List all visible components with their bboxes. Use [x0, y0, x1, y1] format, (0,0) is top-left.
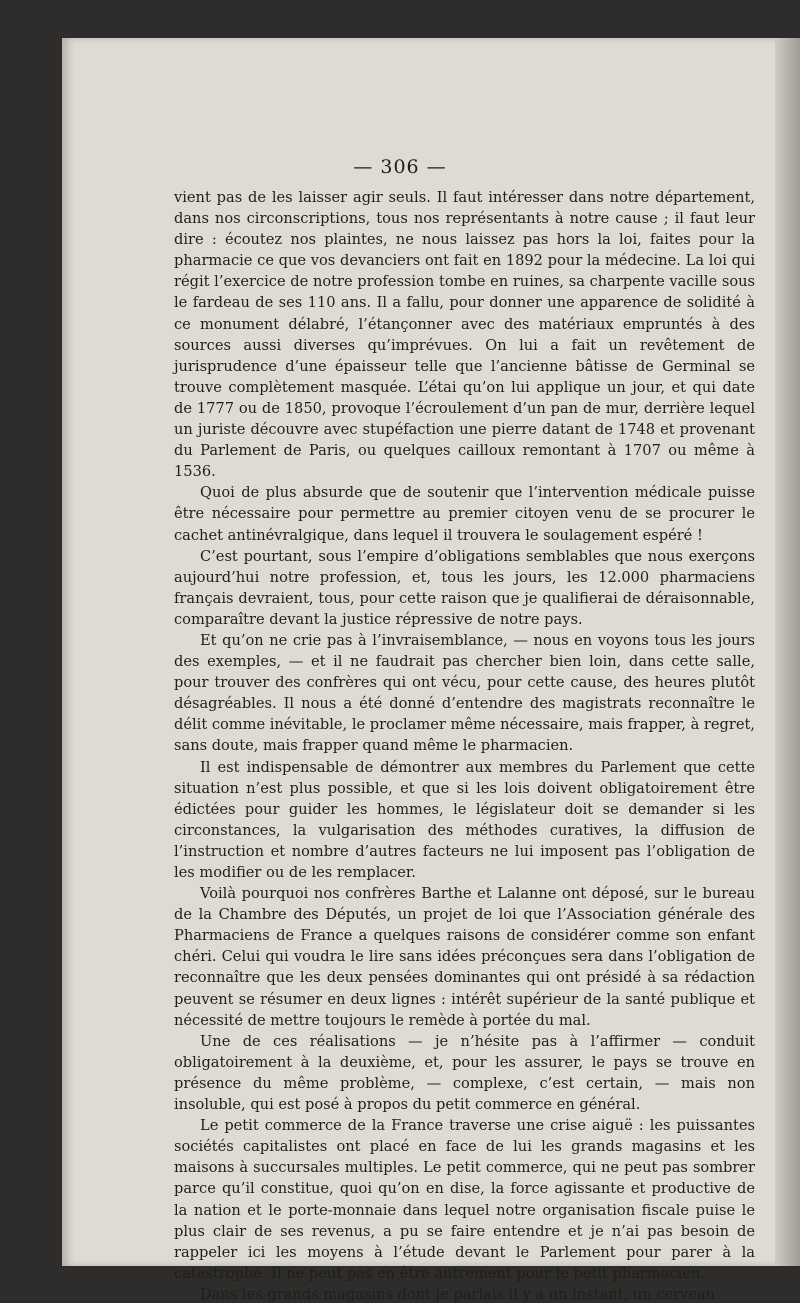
- paragraph: Et qu’on ne crie pas à l’invraisemblance, — nous en voyons tous les jours des exemples, — et il ne faudrait pas chercher bien loin, dans cette salle, pour trouver des confrères qui ont vécu, pour cette cause, des heures plutôt désagréables. Il nous a été donné d’entendre des magistrats reconnaître le délit comme inévitable, le proclamer même nécessaire, mais frapper, à regret, sans doute, mais frapper quand même le pharmacien.: [174, 631, 755, 755]
- page-edge: [775, 38, 800, 1266]
- paragraph: Le petit commerce de la France traverse une crise aiguë : les puissantes sociétés capitalistes ont placé en face de lui les grands magasins et les maisons à succursales multiples. Le petit commerce, qui ne peut pas sombrer parce qu’il constitue, quoi qu’on en dise, la force agissante et productive de la nation et le porte-monnaie dans lequel notre organisation fiscale puise le plus clair de ses revenus, a pu se faire entendre et je n’ai pas besoin de rappeler ici les moyens à l’étude devant le Parlement pour parer à la catastrophe. Il ne peut pas en être autrement pour le petit pharmacien.: [174, 1117, 755, 1282]
- paragraph: Il est indispensable de démontrer aux membres du Parlement que cette situation n’est plus possible, et que si les lois doivent obligatoirement être édictées pour guider les hommes, le législateur doit se demander si les circonstances, la vulgarisation des méthodes curatives, la diffusion de l’instruction et nombre d’autres facteurs ne lui imposent pas l’obligation de les modifier ou de les remplacer.: [174, 758, 755, 881]
- paragraph: Quoi de plus absurde que de soutenir que l’intervention médicale puisse être nécessaire pour permettre au premier citoyen venu de se procurer le cachet antinévralgique, dans lequel il trouvera le soulagement espéré !: [174, 484, 755, 544]
- page-number: — 306 —: [353, 156, 447, 178]
- body-text: [174, 187, 755, 1303]
- paragraph: Dans les grands magasins dont je parlais il y a un instant, un cerveau: [200, 1285, 716, 1303]
- paragraph: Une de ces réalisations — je n’hésite pas à l’affirmer — conduit obligatoirement à la deuxième, et, pour les assurer, le pays se trouve en présence du même problème, — complexe, c’est certain, — mais non insoluble, qui est posé à propos du petit commerce en général.: [174, 1032, 755, 1114]
- paragraph: Voilà pourquoi nos confrères Barthe et Lalanne ont déposé, sur le bureau de la Chambre des Députés, un projet de loi que l’Association générale des Pharmaciens de France a quelques raisons de considérer comme son enfant chéri. Celui qui voudra le lire sans idées préconçues sera dans l’obligation de reconnaître que les deux pensées dominantes qui ont présidé à sa rédaction peuvent se résumer en deux lignes : intérêt supérieur de la santé publique et nécessité de mettre toujours le remède à portée du mal.: [174, 885, 755, 1029]
- paragraph: vient pas de les laisser agir seuls. Il faut intéresser dans notre département, dans nos circonscriptions, tous nos représentants à notre cause ; il faut leur dire : écoutez nos plaintes, ne nous laissez pas hors la loi, faites pour la pharmacie ce que vos devanciers ont fait en 1892 pour la médecine. La loi qui régit l’exercice de notre profession tombe en ruines, sa charpente vacille sous le fardeau de ses 110 ans. Il a fallu, pour donner une apparence de solidité à ce monument délabré, l’étançonner avec des matériaux empruntés à des sources aussi diverses qu’imprévues. On lui a fait un revêtement de jurisprudence d’une épaisseur telle que l’ancienne bâtisse de Germinal se trouve complètement masquée. L’étai qu’on lui applique un jour, et qui date de 1777 ou de 1850, provoque l’écroulement d’un pan de mur, derrière lequel un juriste découvre avec stupéfaction une pierre datant de 1748 et provenant du Parlement de Paris, ou quelques cailloux remontant à 1707 ou même à 1536.: [174, 189, 755, 481]
- paragraph: C’est pourtant, sous l’empire d’obligations semblables que nous exerçons aujourd’hui notre profession, et, tous les jours, les 12.000 pharmaciens français devraient, tous, pour cette raison que je qualifierai de déraisonnable, comparaître devant la justice répressive de notre pays.: [174, 547, 755, 628]
